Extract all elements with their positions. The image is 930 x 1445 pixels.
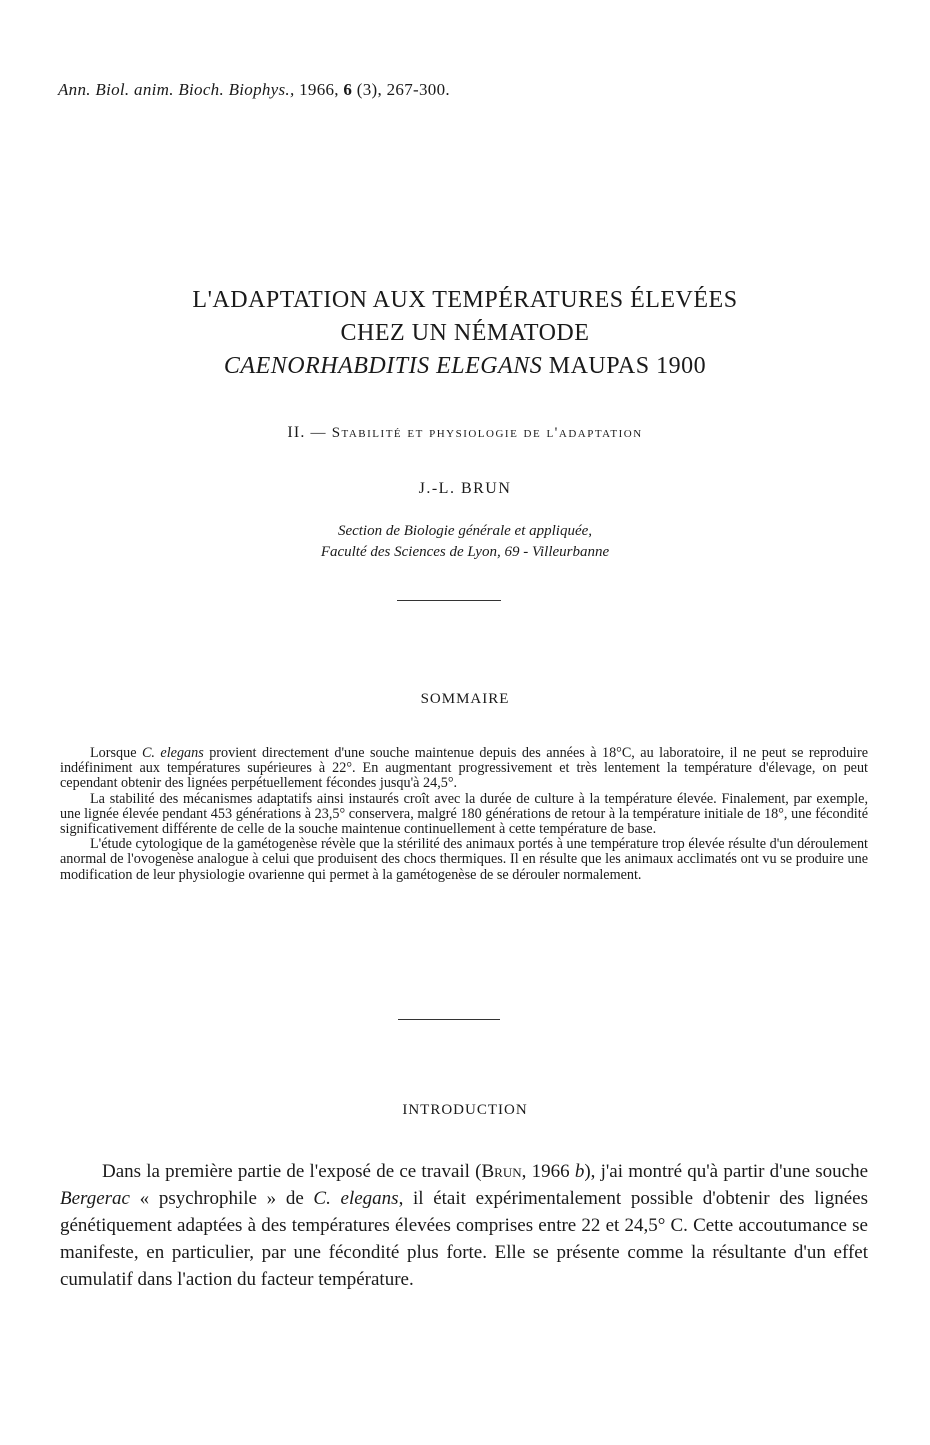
author-name: J.-L. BRUN (418, 480, 512, 497)
species-name: CAENORHABDITIS ELEGANS (223, 353, 543, 379)
introduction-body (60, 1158, 868, 1293)
species-name: C. elegans (313, 1188, 399, 1209)
affiliation-line-2: Faculté des Sciences de Lyon, 69 - Villeurbanne (320, 544, 610, 560)
abstract-paragraph: L'étude cytologique de la gamétogenèse révèle que la stérilité des animaux portés à une température trop élevée résulte d'un déroulement anormal de l'ovogenèse analogue à celui que produisent des chocs thermiques. Il en résulte que les animaux acclimatés ont vu se produire une modification de leur physiologie ovarienne qui permet à la gamétogenèse de se dérouler normalement. (60, 836, 868, 883)
citation-issue-pages: (3), 267-300. (356, 80, 450, 99)
divider-rule (397, 600, 501, 601)
title-line-1: L'ADAPTATION AUX TEMPÉRATURES ÉLEVÉES (192, 287, 738, 313)
affiliation-line-1: Section de Biologie générale et appliquée, (337, 523, 593, 539)
journal-citation (58, 80, 450, 100)
introduction-heading: INTRODUCTION (402, 1102, 528, 1118)
intro-text: ), j'ai montré qu'à partir d'une souche (584, 1161, 869, 1182)
author-affiliation (0, 521, 930, 563)
species-name: C. elegans (141, 745, 204, 761)
intro-text: Dans la première partie de l'exposé de ce travail ( (102, 1161, 482, 1182)
subtitle-text: Stabilité et physiologie de l'adaptation (331, 425, 643, 441)
title-line-2: CHEZ UN NÉMATODE (340, 320, 590, 346)
abstract-text: provient directement d'une souche maintenue depuis des années à 18°C, au laboratoire, il ne peut se reproduire indéfiniment aux températures supérieures à 22°. En augmentant progressivement et très lentement la température d'élevage, on peut cependant obtenir des lignées perpétuellement fécondes jusqu'à 24,5°. (60, 745, 869, 792)
intro-text: « psychrophile » de (130, 1188, 314, 1209)
citation-journal: Ann. Biol. anim. Bioch. Biophys., (58, 80, 295, 99)
reference-letter: b (574, 1161, 585, 1182)
subtitle-dash: — (305, 425, 332, 441)
intro-text: , il était expérimentalement possible d'obtenir des lignées génétiquement adaptées à des températures élevées comprises entre 22 et 24,5° C. Cette accoutumance se manifeste, en particulier, par une fécondité plus forte. Elle se présente comme la résultante d'un effet cumulatif dans l'action du facteur température. (60, 1188, 869, 1290)
citation-year: 1966, (299, 80, 339, 99)
abstract-body (60, 746, 868, 883)
article-title (0, 284, 930, 383)
title-line-3 (0, 350, 930, 383)
sommaire-heading: SOMMAIRE (420, 691, 510, 707)
citation-volume: 6 (343, 80, 353, 99)
intro-text: , 1966 (521, 1161, 575, 1182)
species-authority: MAUPAS 1900 (542, 353, 707, 379)
abstract-paragraph: La stabilité des mécanismes adaptatifs ainsi instaurés croît avec la durée de culture à la température élevée. Finalement, par exemple, une lignée élevée pendant 453 générations à 23,5° conservera, malgré 180 générations de retour à la température initiale de 18°, une fécondité significativement différente de celle de la souche maintenue continuellement à cette température de base. (60, 790, 868, 838)
strain-name: Bergerac (60, 1188, 130, 1209)
abstract-paragraph (60, 746, 868, 792)
divider-rule (398, 1019, 500, 1020)
cited-author: Brun (481, 1161, 522, 1182)
part-number: II. (287, 424, 306, 441)
introduction-paragraph (60, 1158, 868, 1293)
article-subtitle (0, 424, 930, 442)
abstract-text: Lorsque (90, 745, 142, 761)
